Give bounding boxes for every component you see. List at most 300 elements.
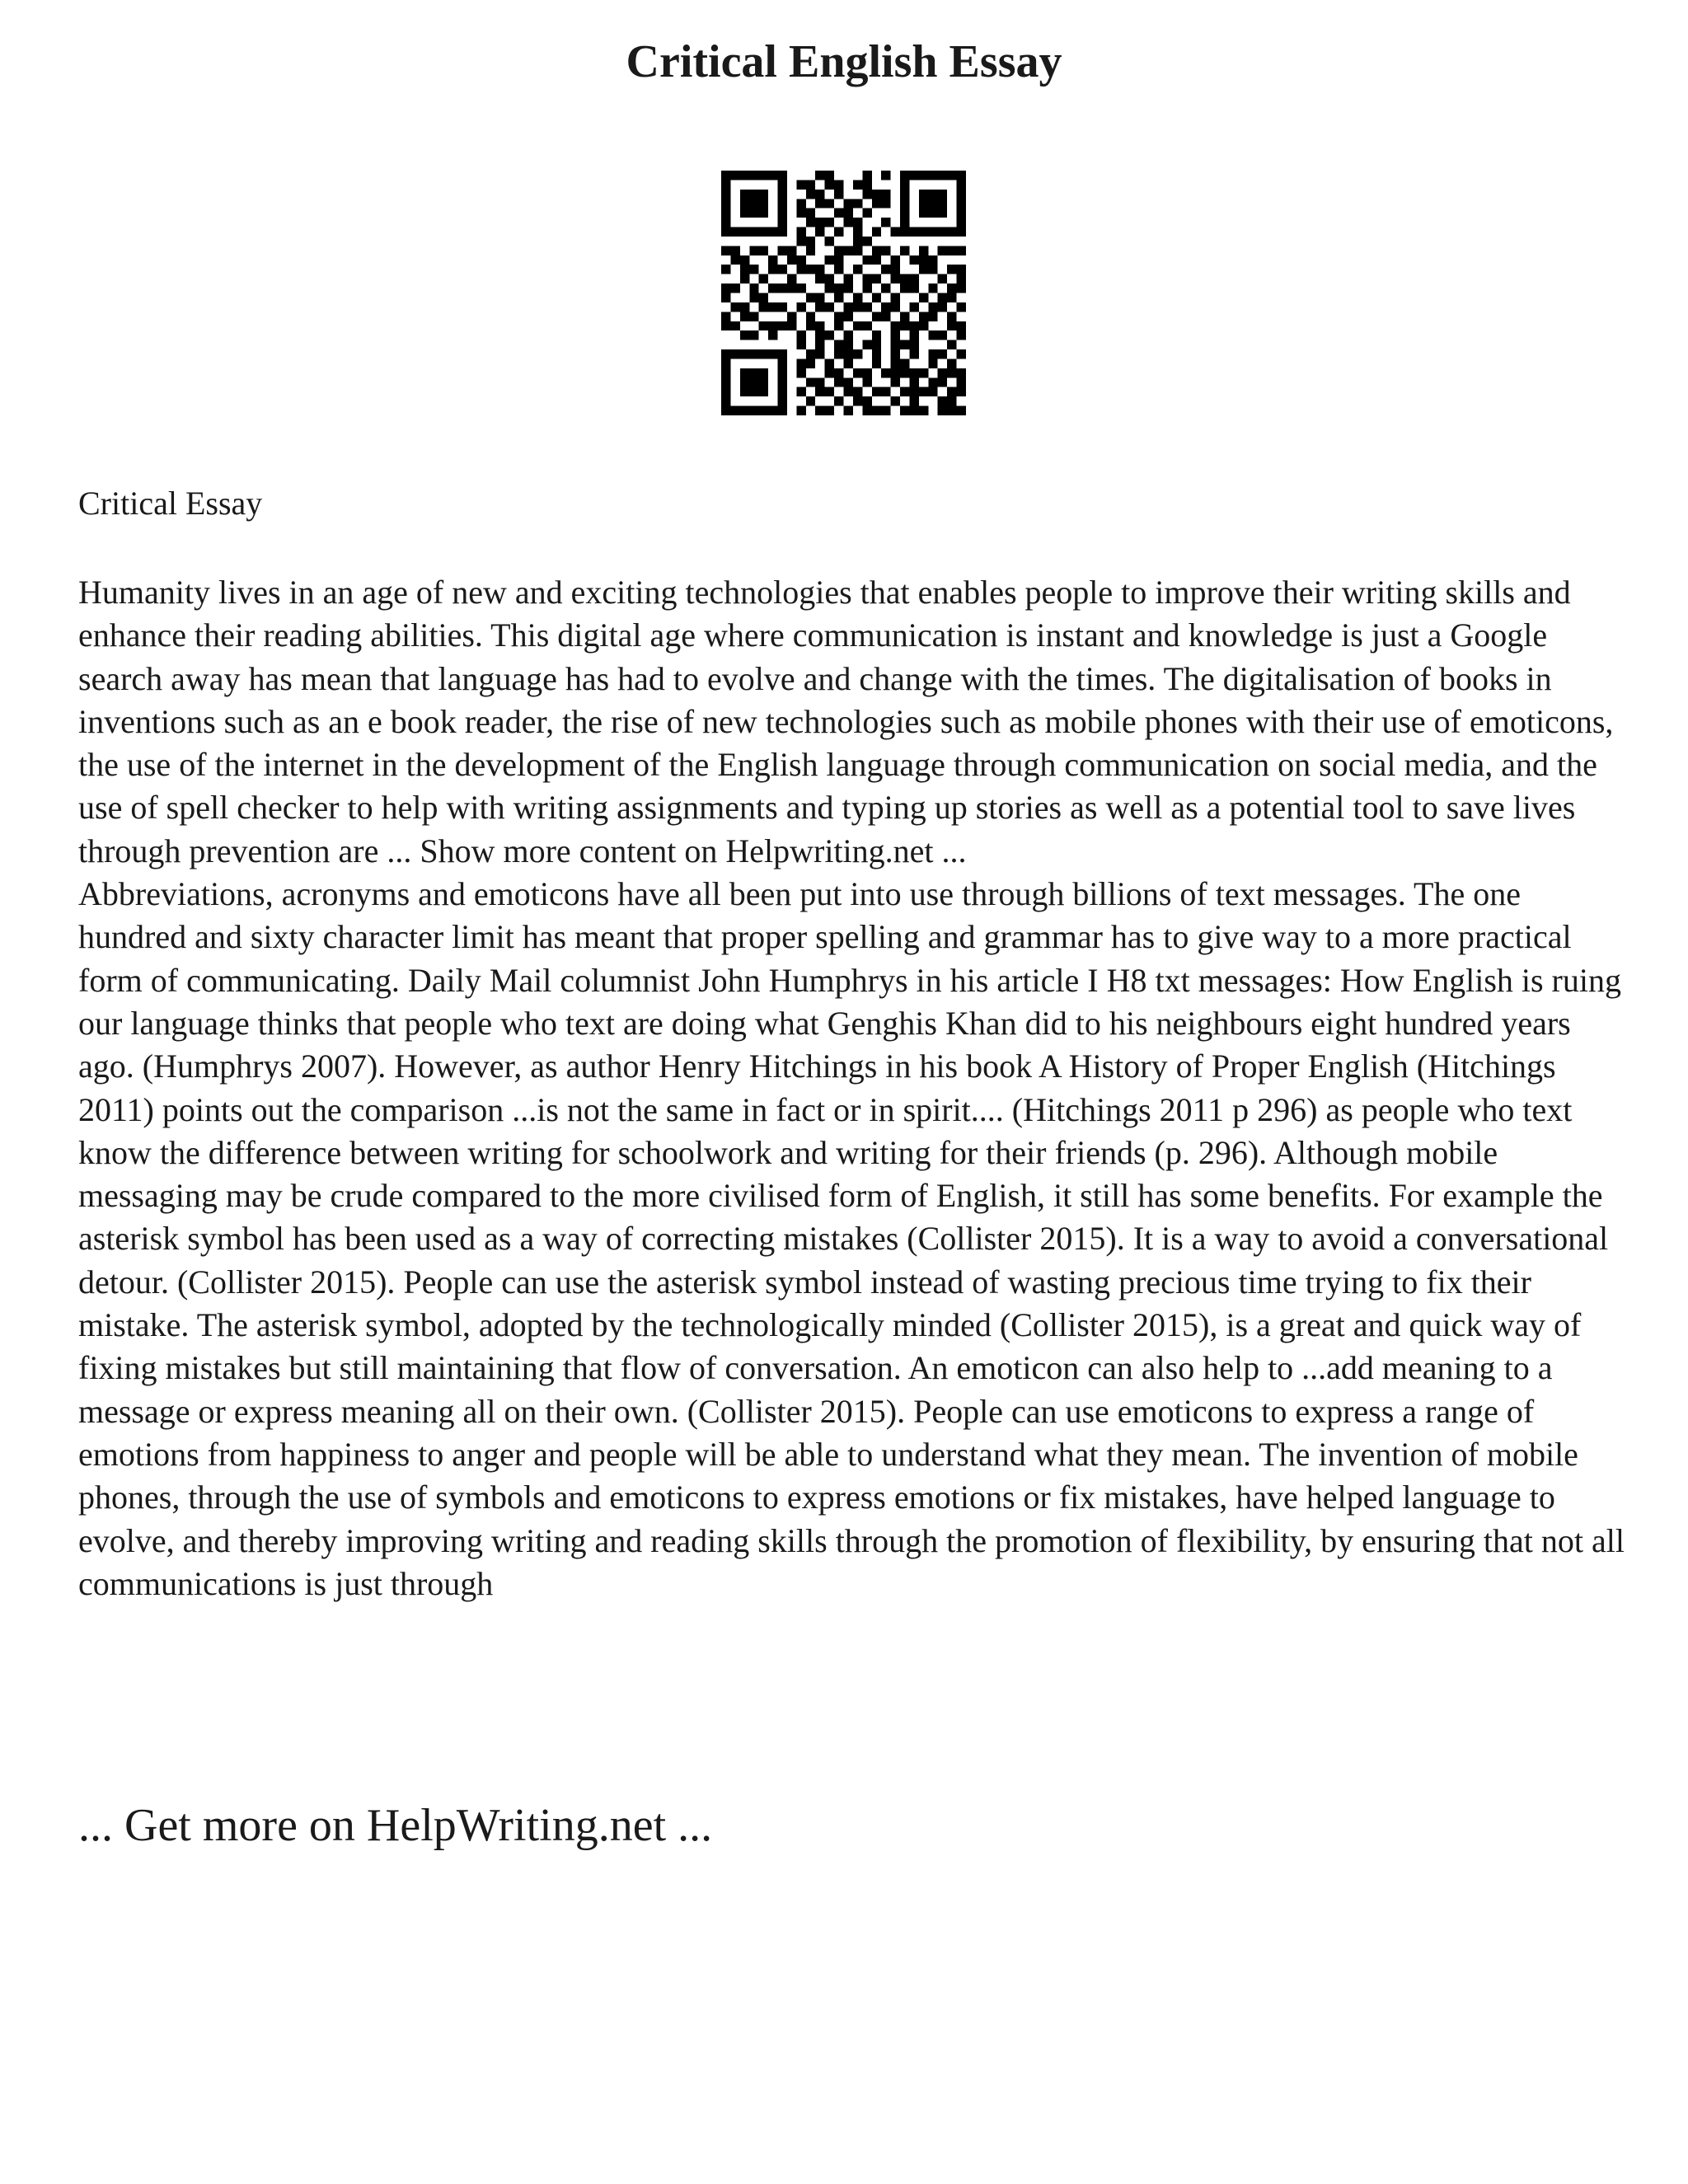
qr-module [796,368,805,377]
qr-module [759,190,768,199]
qr-module [891,293,900,302]
qr-module [759,349,768,359]
qr-module [787,274,796,284]
qr-module [881,284,890,293]
qr-module [778,199,787,208]
qr-module [957,180,966,189]
qr-module [730,321,739,330]
qr-module [749,209,758,218]
qr-module [862,209,871,218]
qr-module [815,330,824,340]
qr-module [844,246,853,255]
qr-module [947,312,956,321]
qr-module [749,368,758,377]
qr-module [900,274,909,284]
qr-module [853,227,862,237]
qr-module [938,199,947,208]
qr-module [778,209,787,218]
qr-module [787,321,796,330]
qr-module [853,180,862,189]
qr-module [900,321,909,330]
qr-module [928,209,937,218]
qr-module [778,396,787,405]
qr-module [721,349,730,359]
qr-module [957,274,966,284]
qr-module [891,255,900,265]
qr-module [891,265,900,274]
qr-module [825,387,834,396]
qr-module [740,349,749,359]
qr-module [815,293,824,302]
qr-module [862,171,871,180]
qr-module [749,171,758,180]
qr-module [862,190,871,199]
qr-module [957,321,966,330]
qr-module [721,368,730,377]
qr-module [957,302,966,312]
qr-module [740,255,749,265]
qr-module [825,368,834,377]
qr-module [778,180,787,189]
qr-module [749,190,758,199]
qr-module [900,406,909,415]
qr-module [844,349,853,359]
qr-module [815,387,824,396]
qr-module [759,387,768,396]
qr-module [834,293,843,302]
qr-module [740,209,749,218]
qr-module [834,180,843,189]
qr-module [844,199,853,208]
qr-module [740,171,749,180]
qr-module [891,340,900,349]
qr-module [862,368,871,377]
qr-module [806,265,815,274]
qr-module [947,171,956,180]
qr-module [900,199,909,208]
qr-module [957,218,966,227]
qr-module [909,321,918,330]
qr-module [947,284,956,293]
qr-module [778,321,787,330]
qr-module [891,330,900,340]
qr-module [806,237,815,246]
qr-module [806,349,815,359]
qr-module [806,218,815,227]
qr-module [844,377,853,387]
qr-module [853,321,862,330]
qr-module [768,255,777,265]
qr-module [806,190,815,199]
qr-module [806,180,815,189]
qr-module [806,359,815,368]
qr-module [796,340,805,349]
qr-module [778,190,787,199]
qr-module [872,293,881,302]
qr-module [787,255,796,265]
qr-module [825,218,834,227]
qr-module [844,209,853,218]
qr-module [957,368,966,377]
qr-module [740,199,749,208]
qr-module [740,274,749,284]
qr-module [947,293,956,302]
qr-module [844,340,853,349]
qr-module [721,199,730,208]
qr-module [759,274,768,284]
qr-module [957,330,966,340]
qr-module [749,312,758,321]
qr-module [796,199,805,208]
qr-module [947,396,956,405]
qr-module [853,349,862,359]
qr-module [900,284,909,293]
qr-module [909,227,918,237]
qr-module [778,227,787,237]
qr-module [853,237,862,246]
qr-module [919,227,928,237]
qr-module [825,302,834,312]
qr-module [947,265,956,274]
qr-module [721,190,730,199]
qr-module [900,368,909,377]
qr-module [806,293,815,302]
qr-module [796,180,805,189]
get-more-link[interactable]: ... Get more on HelpWriting.net ... [78,1800,713,1851]
qr-module [872,227,881,237]
qr-module [778,218,787,227]
qr-module [862,284,871,293]
qr-module [853,368,862,377]
qr-module [834,227,843,237]
qr-module [721,265,730,274]
qr-module [928,171,937,180]
qr-module [787,246,796,255]
qr-module [872,330,881,340]
qr-module [740,312,749,321]
qr-module [834,265,843,274]
qr-module [909,274,918,284]
qr-module [787,284,796,293]
qr-module [834,340,843,349]
qr-module [730,406,739,415]
qr-module [844,302,853,312]
qr-module [749,246,758,255]
qr-module [891,368,900,377]
qr-module [740,227,749,237]
qr-module [844,274,853,284]
paragraph-intro: Humanity lives in an age of new and exciting technologies that enables people to improve their writing skills and enhance their reading abilities. This digital age where communication is instant and knowledge is just a Google search away has mean that language has had to evolve and change with the times. The digitalisation of books in inventions such as an e book reader, the rise of new technologies such as mobile phones with their use of emoticons, the use of the internet in the development of the English language through communication on social media, and the use of spell checker to help with writing assignments and typing up stories as well as a potential tool to save lives through prevention are ... Show more content on Helpwriting.net ... [78,574,1614,869]
qr-module [815,302,824,312]
qr-module [909,302,918,312]
qr-module [778,349,787,359]
qr-module [891,359,900,368]
qr-module [721,171,730,180]
qr-module [768,227,777,237]
qr-module [825,330,834,340]
qr-module [909,349,918,359]
qr-module [825,171,834,180]
qr-module [919,171,928,180]
qr-module [881,171,890,180]
qr-module [825,274,834,284]
qr-module [834,312,843,321]
qr-module [919,293,928,302]
qr-module [778,359,787,368]
qr-module [919,209,928,218]
qr-module [844,218,853,227]
qr-module [872,255,881,265]
qr-module [957,199,966,208]
qr-module [947,387,956,396]
qr-module [957,284,966,293]
qr-module [834,396,843,405]
qr-module [853,199,862,208]
qr-module [862,377,871,387]
qr-module [740,387,749,396]
qr-module [768,406,777,415]
qr-module [834,190,843,199]
qr-module [891,274,900,284]
essay-body [78,571,1628,1605]
qr-module [796,387,805,396]
qr-module [928,387,937,396]
qr-module [778,171,787,180]
qr-module [749,227,758,237]
qr-module [806,321,815,330]
qr-module [768,349,777,359]
qr-module [900,180,909,189]
qr-module [891,321,900,330]
qr-module [796,284,805,293]
qr-module [796,227,805,237]
qr-module [759,227,768,237]
qr-module [872,190,881,199]
qr-module [947,246,956,255]
qr-module [881,190,890,199]
qr-module [891,227,900,237]
qr-module [796,255,805,265]
qr-module [891,302,900,312]
qr-module [749,199,758,208]
section-heading: Critical Essay [78,485,263,522]
qr-module [947,321,956,330]
qr-module [796,209,805,218]
qr-module [844,312,853,321]
qr-module [891,377,900,387]
qr-module [749,377,758,387]
qr-module [872,199,881,208]
qr-module [721,227,730,237]
qr-module [957,406,966,415]
qr-module [881,265,890,274]
qr-module [844,387,853,396]
qr-module [938,274,947,284]
qr-module [909,284,918,293]
qr-module [909,377,918,387]
qr-module [825,255,834,265]
qr-module [928,302,937,312]
qr-module [881,406,890,415]
qr-module [721,387,730,396]
qr-module [806,396,815,405]
qr-module [862,180,871,189]
qr-module [862,406,871,415]
qr-module [740,330,749,340]
qr-module [900,312,909,321]
qr-module [778,246,787,255]
qr-module [759,321,768,330]
qr-module [796,406,805,415]
qr-module [730,302,739,312]
qr-module [778,406,787,415]
qr-module [759,302,768,312]
qr-module [909,368,918,377]
qr-module [853,396,862,405]
qr-module [815,227,824,237]
qr-module [844,359,853,368]
qr-module [862,274,871,284]
qr-module [957,349,966,359]
qr-module [938,246,947,255]
qr-module [825,237,834,246]
qr-module [938,302,947,312]
qr-module [759,199,768,208]
qr-module [872,406,881,415]
qr-module [768,302,777,312]
qr-module [721,284,730,293]
qr-module [909,330,918,340]
qr-module [721,209,730,218]
qr-module [806,312,815,321]
qr-module [862,255,871,265]
qr-module [957,387,966,396]
qr-module [891,396,900,405]
qr-module [938,406,947,415]
qr-module [938,227,947,237]
qr-module [759,209,768,218]
qr-module [919,199,928,208]
qr-module [815,406,824,415]
qr-module [834,321,843,330]
qr-module [872,274,881,284]
qr-module [759,293,768,302]
qr-module [768,171,777,180]
qr-module [834,246,843,255]
qr-module [947,227,956,237]
qr-module [909,255,918,265]
qr-module [787,312,796,321]
qr-module [778,265,787,274]
qr-module [834,349,843,359]
qr-module [749,284,758,293]
qr-module [947,368,956,377]
qr-module [947,340,956,349]
qr-module [778,302,787,312]
qr-module [938,190,947,199]
qr-module [730,171,739,180]
qr-module [909,406,918,415]
qr-module [909,171,918,180]
qr-module [938,368,947,377]
qr-module [853,293,862,302]
qr-module [919,321,928,330]
qr-module [844,406,853,415]
qr-module [749,406,758,415]
qr-module [881,312,890,321]
qr-module [796,237,805,246]
qr-module [825,180,834,189]
qr-module [740,265,749,274]
qr-module [928,284,937,293]
qr-module [721,180,730,189]
qr-code-graphic [721,171,966,415]
qr-module [947,359,956,368]
qr-module [909,340,918,349]
qr-module [900,218,909,227]
qr-module [853,218,862,227]
qr-module [957,265,966,274]
qr-module [825,359,834,368]
qr-module [740,368,749,377]
qr-module [815,321,824,330]
qr-module [938,330,947,340]
qr-module [815,340,824,349]
qr-module [768,265,777,274]
qr-module [919,265,928,274]
qr-module [928,349,937,359]
qr-module [853,246,862,255]
qr-module [740,406,749,415]
qr-module [853,387,862,396]
qr-module [938,209,947,218]
page-title: Critical English Essay [626,36,1062,87]
qr-module [730,255,739,265]
qr-module [815,218,824,227]
qr-module [900,190,909,199]
qr-module [853,302,862,312]
qr-module [881,199,890,208]
qr-module [957,227,966,237]
qr-module [947,406,956,415]
qr-module [730,227,739,237]
qr-module [825,199,834,208]
qr-module [928,199,937,208]
qr-module [862,302,871,312]
qr-module [815,274,824,284]
qr-module [938,377,947,387]
qr-module [778,368,787,377]
qr-module [919,368,928,377]
qr-module [928,330,937,340]
qr-module [872,246,881,255]
qr-module [759,246,768,255]
qr-module [919,190,928,199]
qr-module [862,340,871,349]
qr-module [881,218,890,227]
qr-module [796,359,805,368]
qr-module [909,387,918,396]
qr-module [759,377,768,387]
qr-module [740,302,749,312]
qr-module [834,284,843,293]
qr-module [778,284,787,293]
qr-module [928,255,937,265]
qr-module [862,396,871,405]
qr-module [853,265,862,274]
qr-module [900,359,909,368]
qr-module [730,349,739,359]
